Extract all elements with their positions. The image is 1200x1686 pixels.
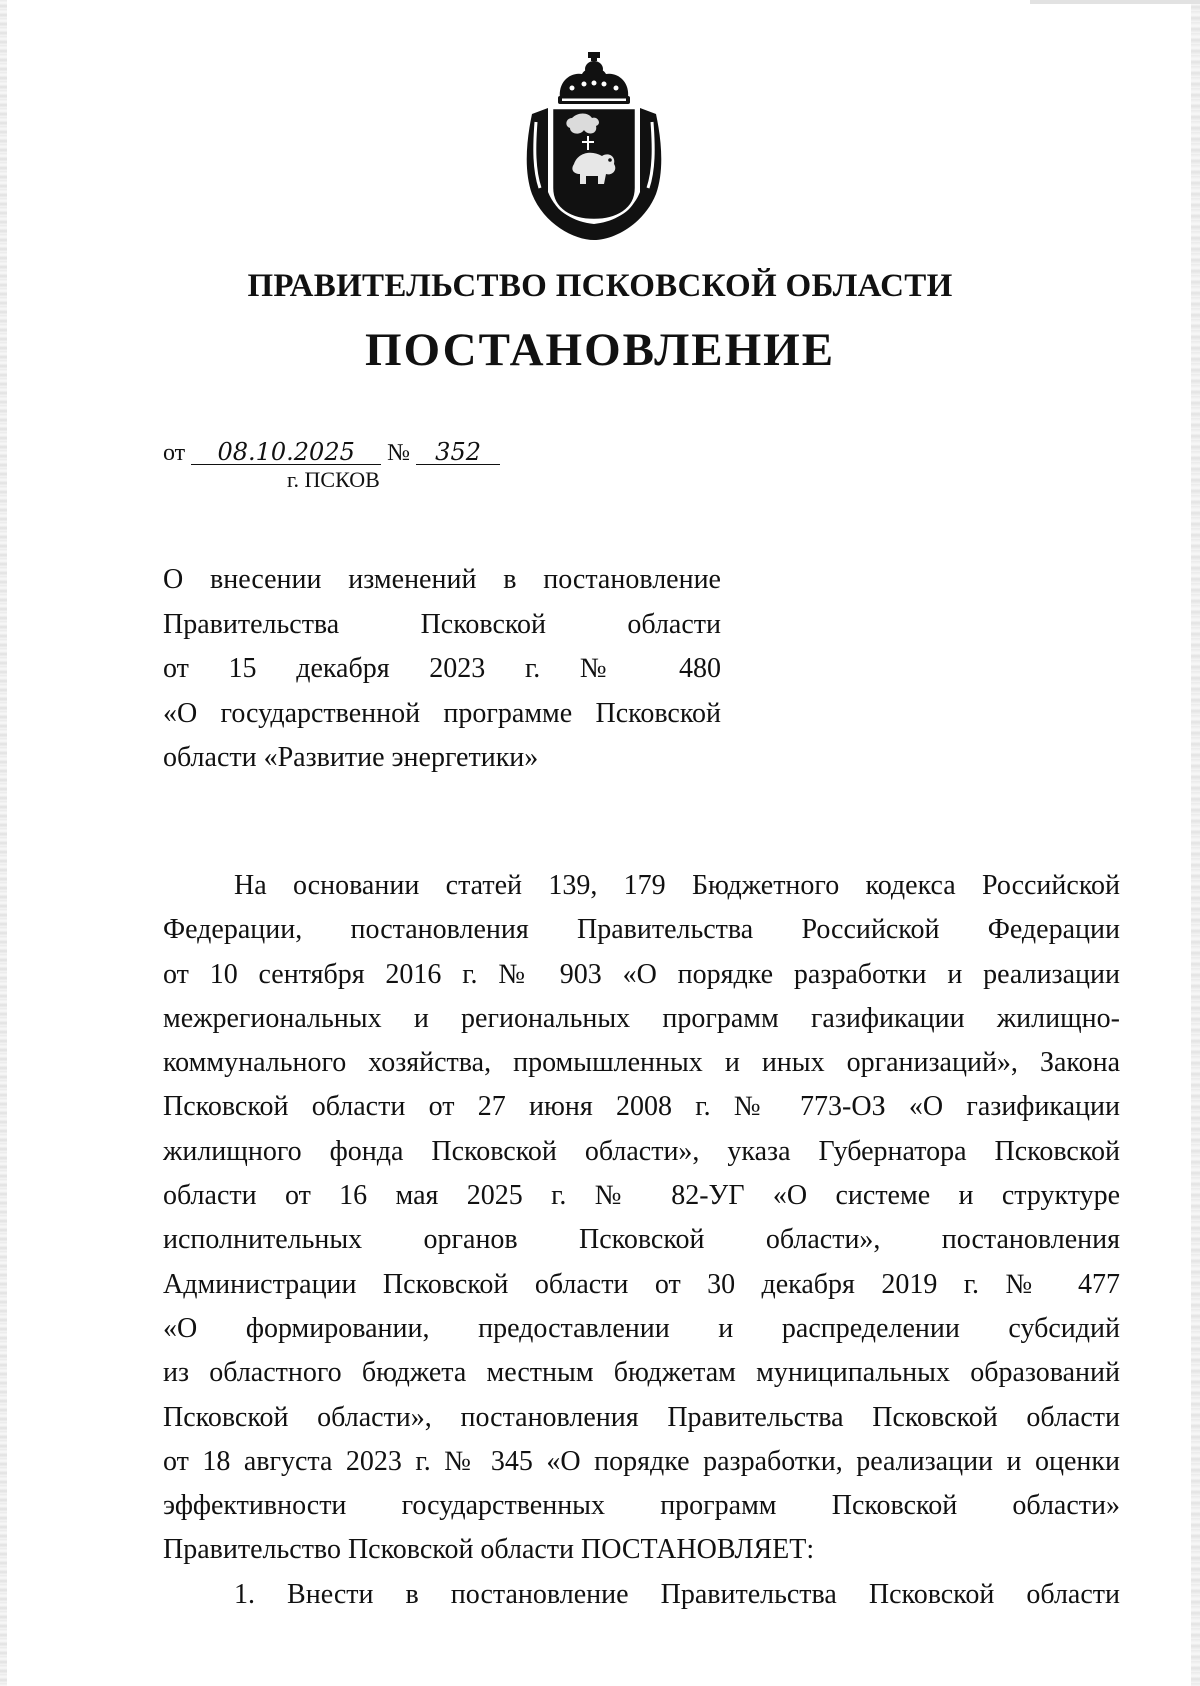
body-line: из областного бюджета местным бюджетам муниципальных образований xyxy=(163,1357,1120,1389)
document-subject xyxy=(163,558,721,781)
body-line: жилищного фонда Псковской области», указа Губернатора Псковской xyxy=(163,1135,1120,1167)
body-line: области от 16 мая 2025 г. № 82-УГ «О системе и структуре xyxy=(163,1180,1120,1212)
body-line: коммунального хозяйства, промышленных и иных организаций», Закона xyxy=(163,1047,1120,1079)
body-line: На основании статей 139, 179 Бюджетного кодекса Российской xyxy=(234,870,1120,901)
coat-of-arms-icon xyxy=(522,52,667,242)
body-line: Администрации Псковской области от 30 декабря 2019 г. № 477 xyxy=(163,1268,1120,1300)
body-line: Правительство Псковской области ПОСТАНОВЛЯЕТ: xyxy=(163,1534,815,1566)
body-line: Федерации, постановления Правительства Российской Федерации xyxy=(163,914,1120,946)
organization-title: ПРАВИТЕЛЬСТВО ПСКОВСКОЙ ОБЛАСТИ xyxy=(247,268,953,304)
body-line: Псковской области», постановления Правительства Псковской области xyxy=(163,1401,1120,1433)
scan-edge-left xyxy=(0,0,7,1686)
scan-edge-right xyxy=(1191,0,1200,1686)
date-field: 08.10.2025 xyxy=(191,440,381,465)
subject-line: от 15 декабря 2023 г. № 480 xyxy=(163,653,721,684)
date-number-line xyxy=(163,440,500,467)
city-label: г. ПСКОВ xyxy=(287,467,380,492)
body-line: эффективности государственных программ Псковской области» xyxy=(163,1490,1120,1522)
subject-line: «О государственной программе Псковской xyxy=(163,697,721,729)
body-line: от 18 августа 2023 г. № 345 «О порядке разработки, реализации и оценки xyxy=(163,1445,1120,1477)
subject-line: О внесении изменений в постановление xyxy=(163,564,721,595)
body-line: от 10 сентября 2016 г. № 903 «О порядке разработки и реализации xyxy=(163,958,1120,990)
number-field: 352 xyxy=(416,440,500,465)
scan-edge-top xyxy=(1030,0,1200,4)
date-prefix: от xyxy=(163,440,186,466)
subject-line: Правительства Псковской области xyxy=(163,608,721,640)
number-prefix: № xyxy=(387,440,411,466)
document-body xyxy=(163,864,1120,1617)
body-line: 1. Внести в постановление Правительства Псковской области xyxy=(234,1578,1120,1610)
body-line: Псковской области от 27 июня 2008 г. № 773-ОЗ «О газификации xyxy=(163,1091,1120,1123)
body-line: «О формировании, предоставлении и распределении субсидий xyxy=(163,1312,1120,1344)
subject-line: области «Развитие энергетики» xyxy=(163,742,539,773)
body-line: исполнительных органов Псковской области», постановления xyxy=(163,1224,1120,1256)
body-line: межрегиональных и региональных программ газификации жилищно- xyxy=(163,1002,1120,1034)
document-type-title: ПОСТАНОВЛЕНИЕ xyxy=(364,324,836,376)
